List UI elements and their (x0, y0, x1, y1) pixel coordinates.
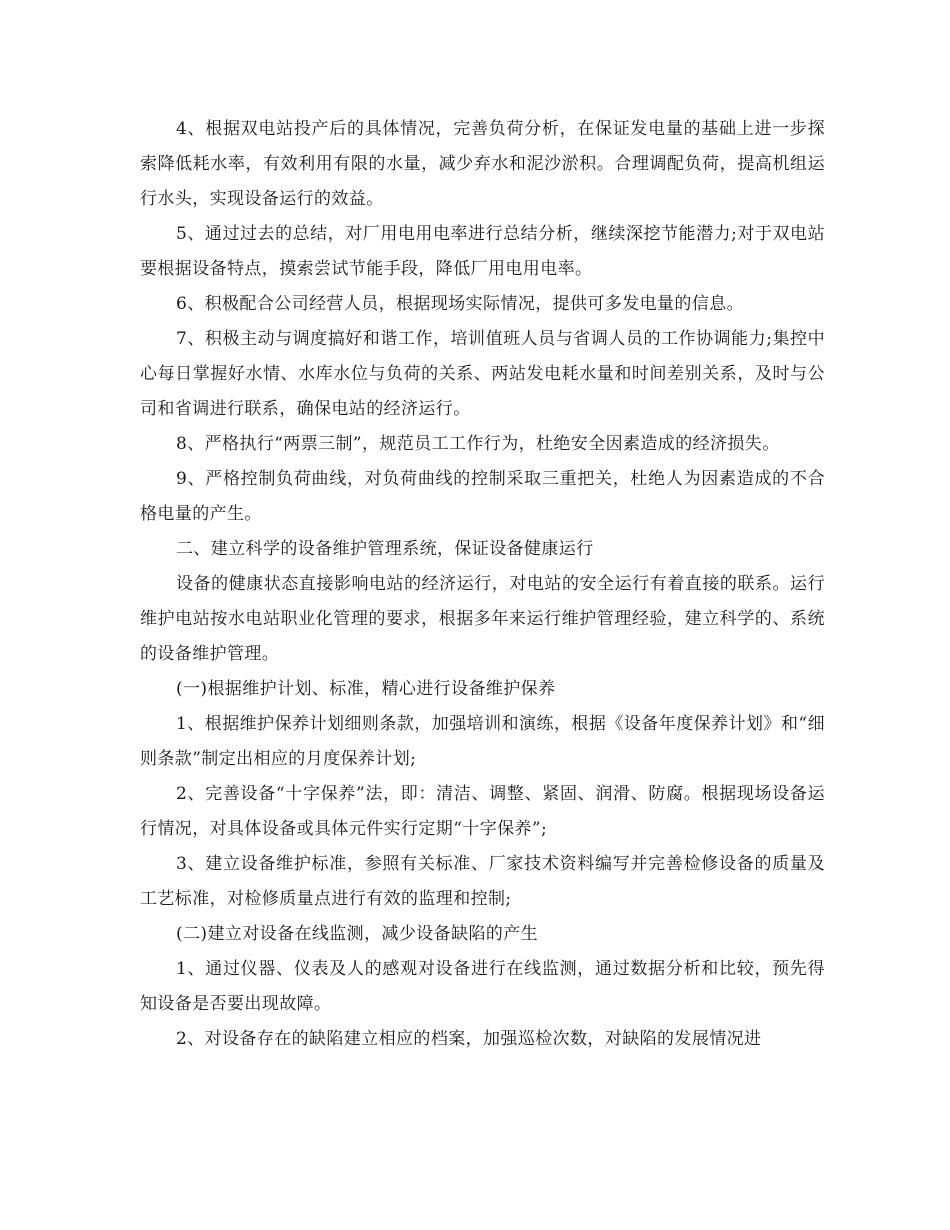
document-body (140, 112, 825, 1057)
section-heading-2: 二、建立科学的设备维护管理系统，保证设备健康运行 (176, 539, 594, 559)
paragraph-maintenance-3: 3、建立设备维护标准，参照有关标准、厂家技术资料编写并完善检修设备的质量及工艺标准，对检修质量点进行有效的监理和控制; (140, 854, 825, 909)
subsection-heading-2: (二)建立对设备在线监测，减少设备缺陷的产生 (176, 924, 539, 944)
paragraph-monitoring-1: 1、通过仪器、仪表及人的感观对设备进行在线监测，通过数据分析和比较，预先得知设备是否要出现故障。 (140, 959, 825, 1014)
paragraph-item-5: 5、通过过去的总结，对厂用电用电率进行总结分析，继续深挖节能潜力;对于双电站要根据设备特点，摸索尝试节能手段，降低厂用电用电率。 (140, 224, 825, 279)
paragraph-maintenance-2: 2、完善设备“十字保养”法，即：清洁、调整、紧固、润滑、防腐。根据现场设备运行情况，对具体设备或具体元件实行定期“十字保养”; (140, 784, 825, 839)
paragraph-maintenance-1: 1、根据维护保养计划细则条款，加强培训和演练，根据《设备年度保养计划》和“细则条款”制定出相应的月度保养计划; (140, 714, 825, 769)
paragraph-item-9: 9、严格控制负荷曲线，对负荷曲线的控制采取三重把关，杜绝人为因素造成的不合格电量的产生。 (140, 469, 825, 524)
section-intro-paragraph: 设备的健康状态直接影响电站的经济运行，对电站的安全运行有着直接的联系。运行维护电站按水电站职业化管理的要求，根据多年来运行维护管理经验，建立科学的、系统的设备维护管理。 (140, 574, 825, 664)
paragraph-item-6: 6、积极配合公司经营人员，根据现场实际情况，提供可多发电量的信息。 (176, 294, 745, 314)
paragraph-monitoring-2: 2、对设备存在的缺陷建立相应的档案，加强巡检次数，对缺陷的发展情况进 (176, 1029, 762, 1049)
paragraph-item-8: 8、严格执行“两票三制”，规范员工工作行为，杜绝安全因素造成的经济损失。 (176, 434, 780, 454)
paragraph-item-4: 4、根据双电站投产后的具体情况，完善负荷分析，在保证发电量的基础上进一步探索降低耗水率，有效利用有限的水量，减少弃水和泥沙淤积。合理调配负荷，提高机组运行水头，实现设备运行的效益。 (140, 119, 825, 209)
paragraph-item-7: 7、积极主动与调度搞好和谐工作，培训值班人员与省调人员的工作协调能力;集控中心每日掌握好水情、水库水位与负荷的关系、两站发电耗水量和时间差别关系，及时与公司和省调进行联系，确保电站的经济运行。 (140, 329, 825, 419)
subsection-heading-1: (一)根据维护计划、标准，精心进行设备维护保养 (176, 679, 556, 699)
